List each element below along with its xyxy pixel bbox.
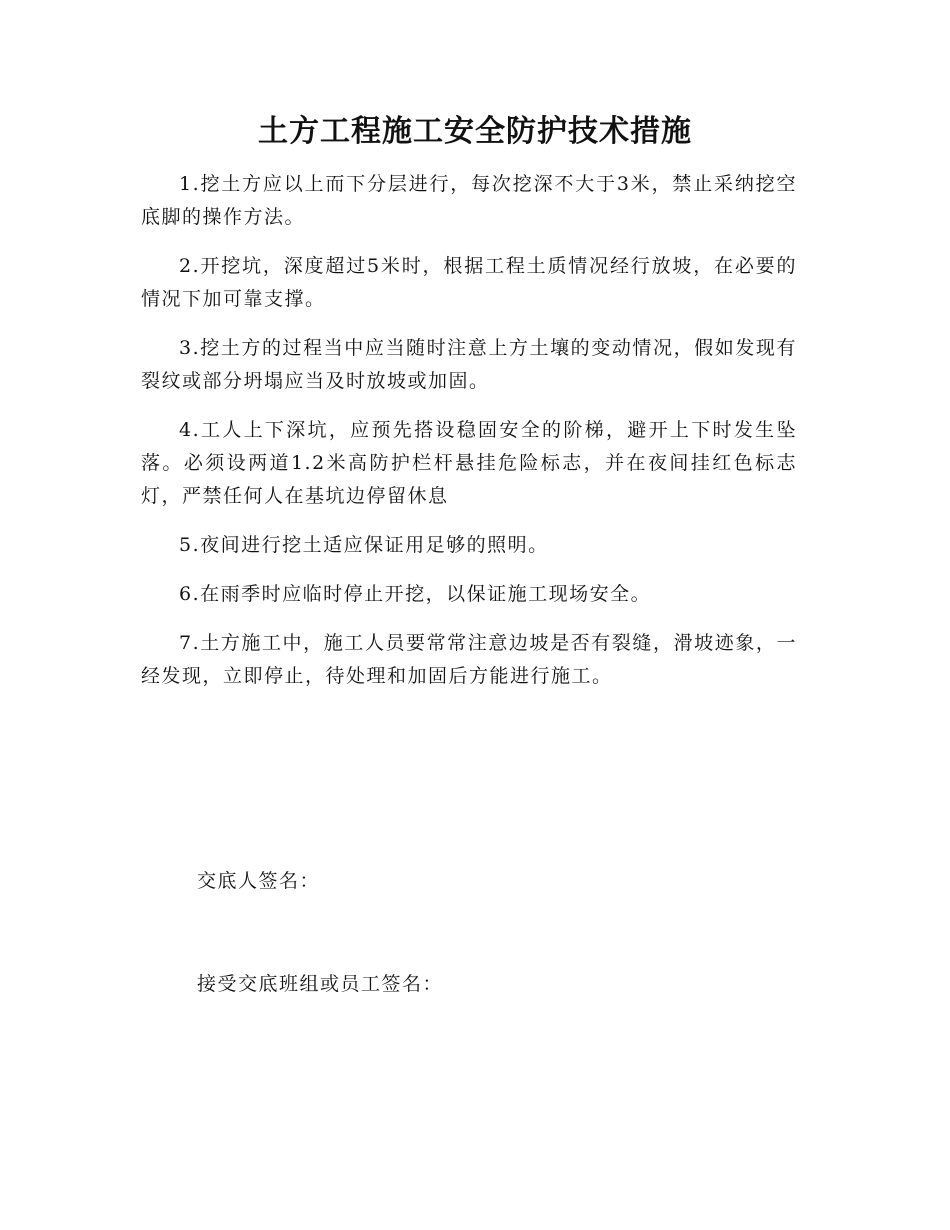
document-title: 土方工程施工安全防护技术措施: [258, 114, 692, 149]
paragraph-3: 3.挖土方的过程当中应当随时注意上方土壤的变动情况，假如发现有裂纹或部分坍塌应当及时放坡或加固。: [141, 337, 797, 392]
receiver-signature-label: 接受交底班组或员工签名：: [197, 973, 444, 995]
presenter-signature-label: 交底人签名：: [197, 870, 321, 892]
paragraph-2: 2.开挖坑，深度超过5米时，根据工程土质情况经行放坡，在必要的情况下加可靠支撑。: [141, 255, 797, 310]
paragraph-5: 5.夜间进行挖土适应保证用足够的照明。: [179, 534, 549, 556]
paragraph-6: 6.在雨季时应临时停止开挖，以保证施工现场安全。: [179, 583, 652, 605]
paragraph-4: 4.工人上下深坑，应预先搭设稳固安全的阶梯，避开上下时发生坠落。必须设两道1.2米高防护栏杆悬挂危险标志，并在夜间挂红色标志灯，严禁任何人在基坑边停留休息: [141, 419, 797, 507]
document-body: [141, 168, 797, 709]
paragraph-1: 1.挖土方应以上而下分层进行，每次挖深不大于3米，禁止采纳挖空底脚的操作方法。: [141, 173, 797, 228]
paragraph-7: 7.土方施工中，施工人员要常常注意边坡是否有裂缝，滑坡迹象，一经发现，立即停止，待处理和加固后方能进行施工。: [141, 632, 797, 687]
